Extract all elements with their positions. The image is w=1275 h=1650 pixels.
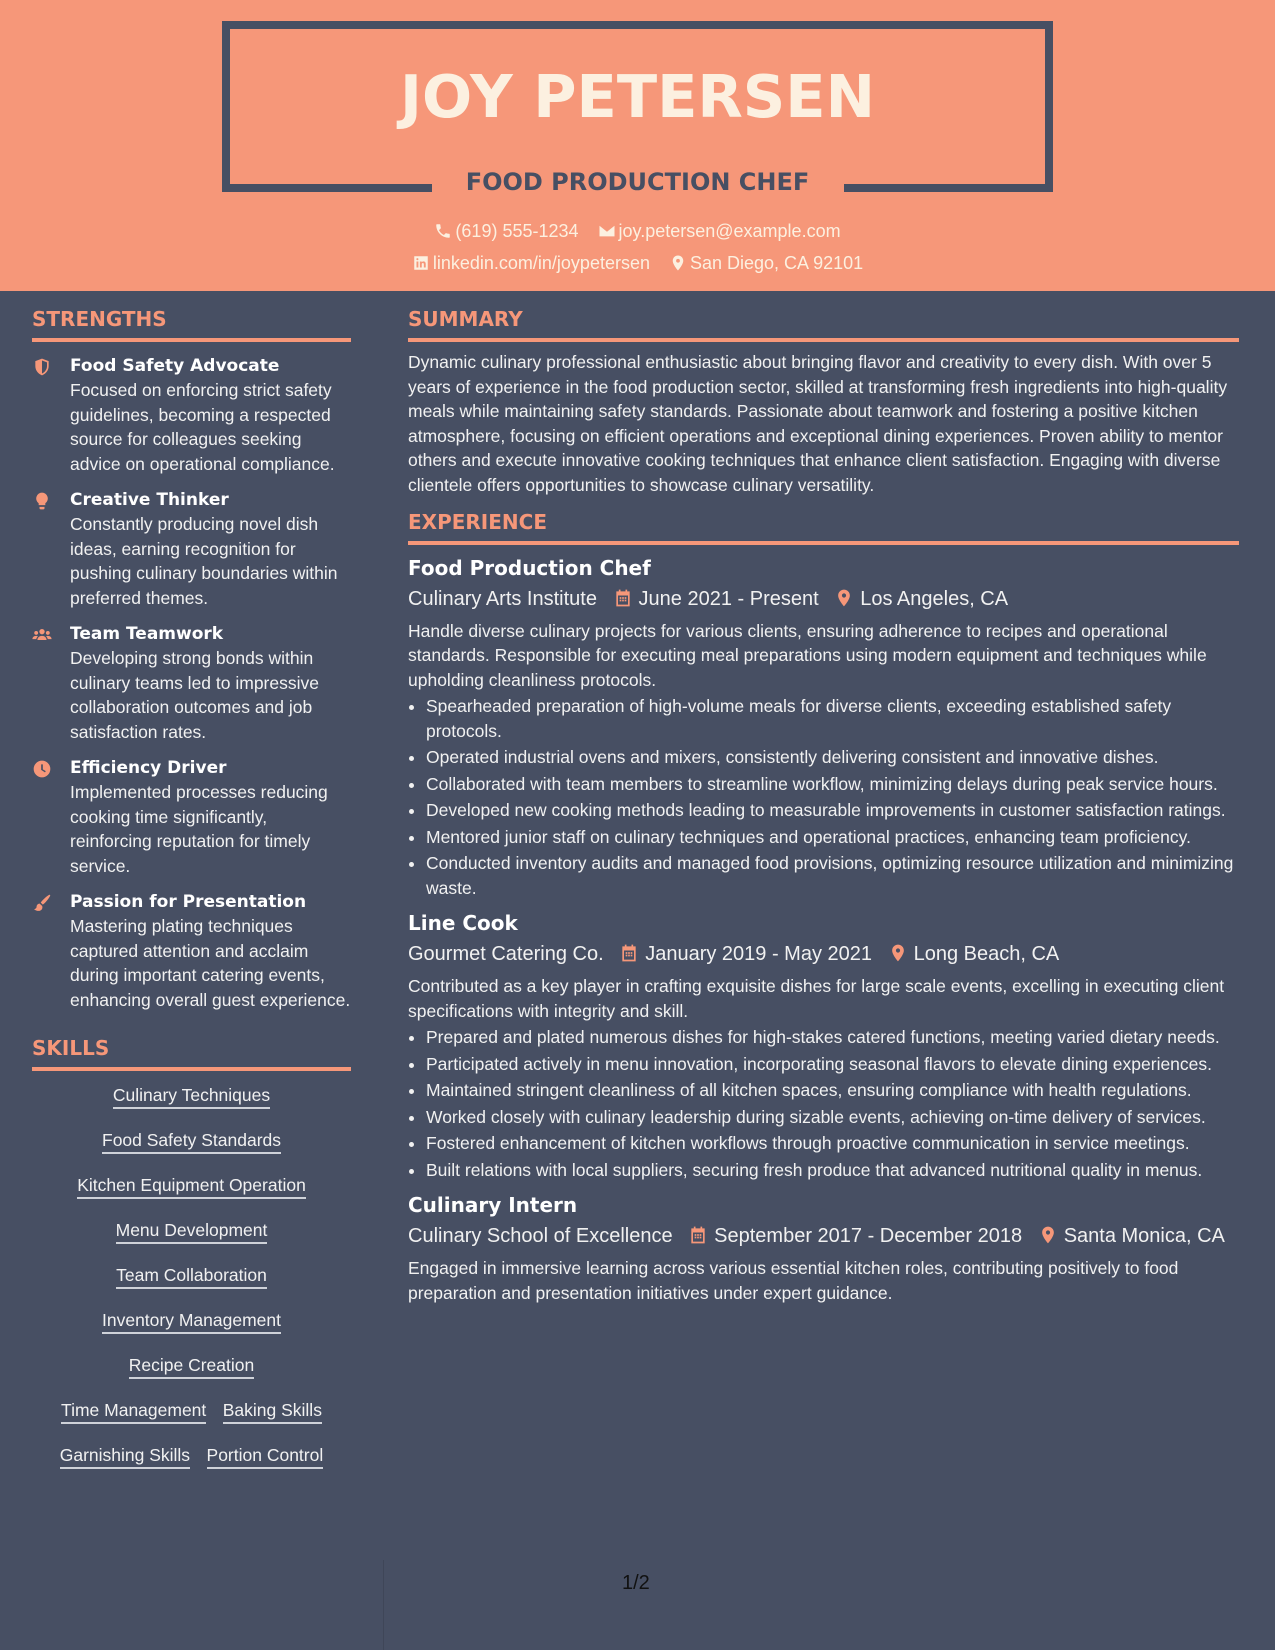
experience-heading: EXPERIENCE: [408, 510, 1239, 545]
strength-title: Passion for Presentation: [70, 892, 307, 912]
contact-row-secondary: [0, 253, 1275, 274]
list-item: • Prepared and plated numerous dishes for high-stakes catered functions, meeting varied dietary needs.: [426, 1025, 1239, 1050]
strength-description: Focused on enforcing strict safety guidelines, becoming a respected source for colleagues seeking advice on operational compliance.: [70, 380, 335, 474]
strength-title: Team Teamwork: [70, 624, 224, 644]
candidate-name: JOY PETERSEN: [400, 62, 875, 131]
job-position: Culinary Intern: [408, 1193, 578, 1218]
left-column: [32, 307, 351, 1490]
location-contact: [669, 253, 863, 274]
list-item: • Operated industrial ovens and mixers, consistently delivering consistent and innovative dishes.: [426, 745, 1239, 770]
strength-item: [32, 756, 351, 878]
strength-description: Mastering plating techniques captured attention and acclaim during important catering events, enhancing overall guest experience.: [70, 916, 351, 1010]
job-location: Los Angeles, CA: [860, 587, 1009, 610]
skill-tag: Culinary Techniques: [113, 1085, 270, 1109]
job-bullets: [408, 694, 1239, 900]
job-meta: [408, 1223, 1239, 1249]
skill-tag: Baking Skills: [223, 1400, 322, 1424]
job-entry: [408, 1192, 1239, 1305]
job-entry: [408, 555, 1239, 901]
list-item: • Fostered enhancement of kitchen workflows through proactive communication in service meetings.: [426, 1131, 1239, 1156]
job-meta: [408, 586, 1239, 612]
calendar-icon: [688, 1225, 708, 1245]
job-bullets: [408, 1025, 1239, 1182]
strengths-heading: STRENGTHS: [32, 307, 351, 342]
skill-tag: Garnishing Skills: [60, 1445, 190, 1469]
strength-item: [32, 488, 351, 610]
strength-item: [32, 622, 351, 744]
calendar-icon: [613, 588, 633, 608]
job-description: Engaged in immersive learning across various essential kitchen roles, contributing positively to food preparation and presentation initiatives under expert guidance.: [408, 1258, 1179, 1303]
shield-icon: [32, 357, 52, 377]
job-dates: September 2017 - December 2018: [714, 1225, 1023, 1248]
job-position: Line Cook: [408, 911, 518, 936]
summary-heading: SUMMARY: [408, 307, 1239, 342]
job-company: Gourmet Catering Co.: [408, 943, 604, 966]
resume-header: [0, 0, 1275, 291]
skill-tag: Menu Development: [116, 1220, 268, 1244]
strength-title: Food Safety Advocate: [70, 356, 280, 376]
strength-description: Constantly producing novel dish ideas, earning recognition for pushing culinary boundaries within preferred themes.: [70, 514, 338, 608]
list-item: • Maintained stringent cleanliness of all kitchen spaces, ensuring compliance with health regulations.: [426, 1078, 1239, 1103]
job-entry: [408, 910, 1239, 1182]
email-text: joy.petersen@example.com: [618, 221, 841, 241]
skill-tag: Inventory Management: [102, 1310, 281, 1334]
envelope-icon: [598, 222, 616, 240]
job-dates: January 2019 - May 2021: [645, 943, 873, 966]
map-pin-icon: [669, 254, 687, 272]
phone-icon: [434, 222, 452, 240]
skills-list: [32, 1085, 351, 1490]
strength-description: Developing strong bonds within culinary teams led to impressive collaboration outcomes and job satisfaction rates.: [70, 648, 319, 742]
list-item: • Mentored junior staff on culinary techniques and operational practices, enhancing team proficiency.: [426, 825, 1239, 850]
job-company: Culinary Arts Institute: [408, 587, 597, 610]
linkedin-contact[interactable]: [412, 253, 650, 274]
contact-row-primary: [0, 221, 1275, 242]
skills-heading: SKILLS: [32, 1036, 351, 1071]
job-meta: [408, 941, 1239, 967]
strength-title: Efficiency Driver: [70, 758, 227, 778]
calendar-icon: [619, 943, 639, 963]
list-item: • Participated actively in menu innovation, incorporating seasonal flavors to elevate dining experiences.: [426, 1052, 1239, 1077]
linkedin-text: linkedin.com/in/joypetersen: [432, 253, 650, 273]
job-title: FOOD PRODUCTION CHEF: [465, 168, 810, 196]
map-pin-icon: [834, 588, 854, 608]
linkedin-icon: [412, 254, 430, 272]
email-contact[interactable]: [598, 221, 841, 242]
job-position: Food Production Chef: [408, 555, 651, 580]
skill-tag: Recipe Creation: [129, 1355, 254, 1379]
list-item: • Developed new cooking methods leading to measurable improvements in customer satisfaction ratings.: [426, 798, 1239, 823]
map-pin-icon: [1038, 1225, 1058, 1245]
strength-description: Implemented processes reducing cooking time significantly, reinforcing reputation for timely service.: [70, 782, 328, 876]
skill-tag: Food Safety Standards: [102, 1130, 281, 1154]
brush-icon: [32, 893, 52, 913]
job-company: Culinary School of Excellence: [408, 1225, 673, 1248]
strength-item: [32, 890, 351, 1012]
location-text: San Diego, CA 92101: [690, 253, 864, 273]
summary-text: Dynamic culinary professional enthusiastic about bringing flavor and creativity to every dish. With over 5 years of experience in the food production sector, skilled at transforming fresh ingredients into high-quality meals while maintaining safety standards. Passionate about teamwork and fostering a positive kitchen atmosphere, focusing on efficient operations and exceptional dining experiences. Proven ability to mentor others and execute innovative cooking techniques that enhance client satisfaction. Engaging with diverse clientele offers opportunities to showcase culinary versatility.: [408, 352, 1228, 495]
job-description: Handle diverse culinary projects for various clients, ensuring adherence to recipes and operational standards. Responsible for executing meal preparations using modern equipment and techniques while upholding cleanliness protocols.: [408, 620, 1207, 690]
phone-text: (619) 555-1234: [455, 221, 579, 241]
list-item: • Collaborated with team members to streamline workflow, minimizing delays during peak service hours.: [426, 772, 1239, 797]
skill-tag: Team Collaboration: [116, 1265, 267, 1289]
clock-icon: [32, 759, 52, 779]
users-icon: [32, 625, 52, 645]
job-dates: June 2021 - Present: [638, 587, 819, 610]
list-item: • Spearheaded preparation of high-volume meals for diverse clients, exceeding established safety protocols.: [426, 694, 1239, 743]
page-number: 1/2: [622, 1572, 650, 1594]
phone-contact[interactable]: [434, 221, 578, 242]
list-item: • Worked closely with culinary leadership during sizable events, achieving on-time delivery of services.: [426, 1105, 1239, 1130]
job-description: Contributed as a key player in crafting exquisite dishes for large scale events, excelling in executing client specifications with integrity and skill.: [408, 976, 1225, 1021]
strength-title: Creative Thinker: [70, 490, 229, 510]
skill-tag: Portion Control: [207, 1445, 324, 1469]
strength-item: [32, 354, 351, 476]
right-column: [408, 307, 1239, 1305]
map-pin-icon: [888, 943, 908, 963]
skill-tag: Time Management: [61, 1400, 206, 1424]
list-item: • Built relations with local suppliers, securing fresh produce that advanced nutritional quality in menus.: [426, 1158, 1239, 1183]
list-item: • Conducted inventory audits and managed food provisions, optimizing resource utilization and minimizing waste.: [426, 851, 1239, 900]
job-location: Long Beach, CA: [913, 943, 1060, 966]
job-location: Santa Monica, CA: [1063, 1225, 1225, 1248]
skill-tag: Kitchen Equipment Operation: [77, 1175, 306, 1199]
lightbulb-icon: [32, 491, 52, 511]
